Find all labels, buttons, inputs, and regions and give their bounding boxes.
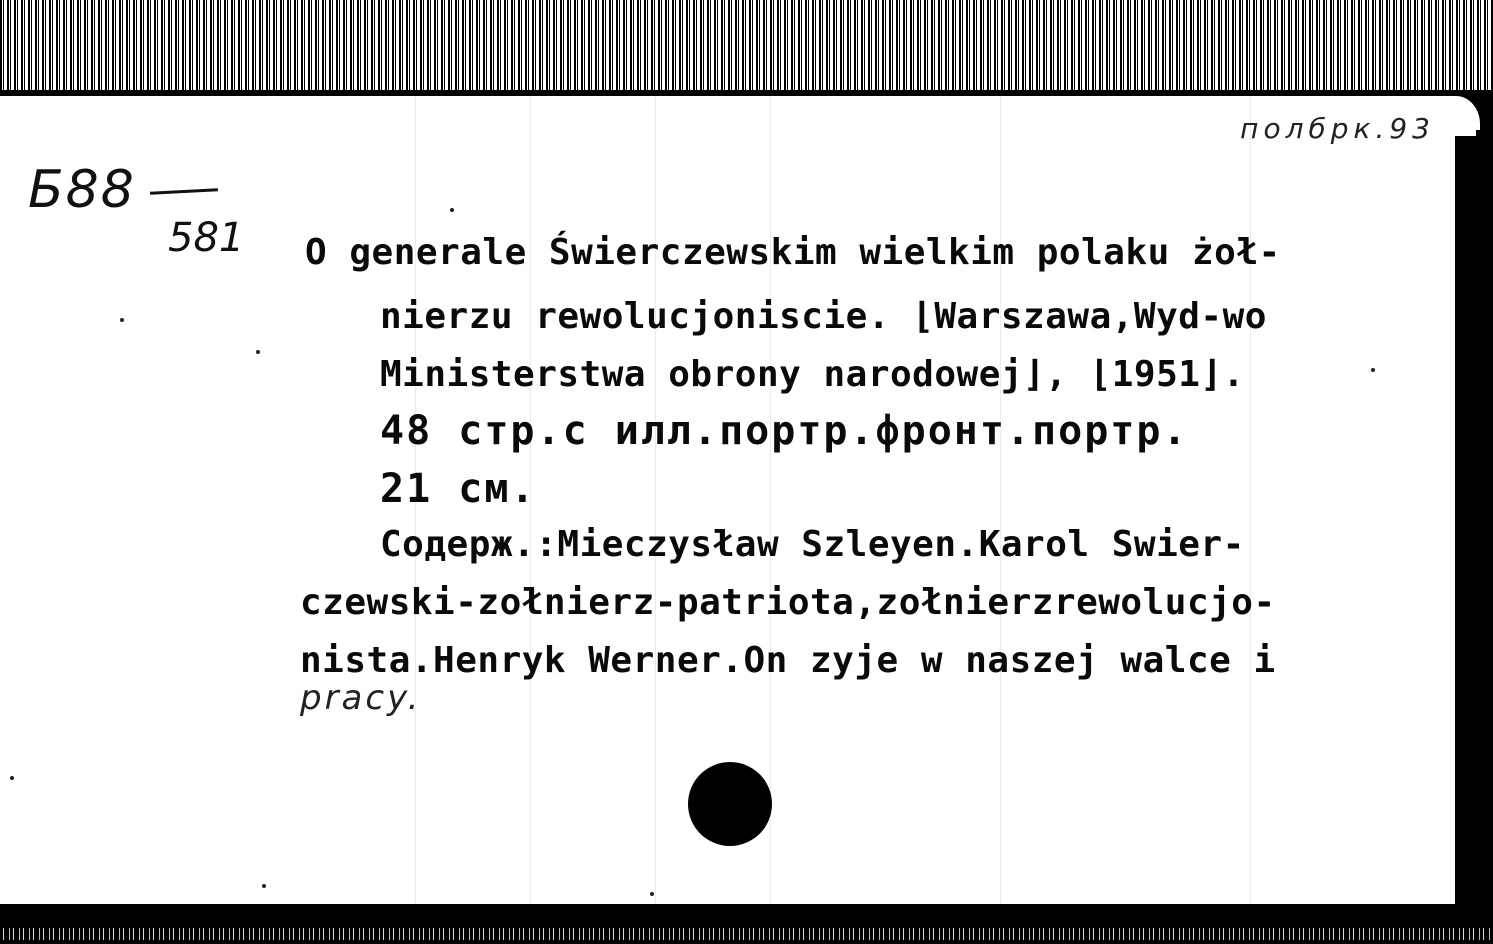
scan-speck <box>256 350 260 354</box>
corner-note: полбрк.93 <box>1240 112 1435 145</box>
card-right-edge <box>1476 130 1480 910</box>
scan-speck <box>1371 368 1375 372</box>
scan-line <box>1250 96 1251 904</box>
scan-bottom-border <box>0 904 1493 944</box>
scan-speck <box>450 208 454 212</box>
scan-speck <box>262 884 266 888</box>
scan-speck <box>120 318 124 322</box>
typed-line-contents: Содерж.:Mieczysław Szleyen.Karol Swier- <box>380 524 1245 565</box>
scan-line <box>1000 96 1001 904</box>
typed-line-pagination: 48 стр.с илл.портр.фронт.портр. <box>380 408 1189 454</box>
typed-line-contents-end: nista.Henryk Werner.On zyje w naszej walce i <box>300 640 1276 681</box>
call-number-rule <box>150 188 218 195</box>
card-punch-hole <box>688 762 772 846</box>
scan-line <box>770 96 771 904</box>
scan-speck <box>650 892 654 896</box>
scan-bottom-noise <box>0 928 1493 940</box>
typed-line-title-cont: nierzu rewolucjoniscie. ⌊Warszawa,Wyd-wo <box>380 296 1267 337</box>
call-number-bottom: 581 <box>168 215 245 261</box>
typed-line-title: O generale Świerczewskim wielkim polaku żoł- <box>305 232 1281 273</box>
typed-line-contents-cont: czewski-zołnierz-patriota,zołnierzrewolucjo- <box>300 582 1276 623</box>
typed-line-publisher: Ministerstwa obrony narodowej⌋, ⌊1951⌋. <box>380 354 1245 395</box>
handwritten-ending: pracy. <box>300 678 422 718</box>
card-right-shadow <box>1455 96 1493 916</box>
scan-speck <box>10 776 14 780</box>
scan-top-border <box>0 0 1493 96</box>
scan-line <box>655 96 656 904</box>
typed-line-size: 21 см. <box>380 466 537 512</box>
call-number-top: Б88 <box>28 160 136 220</box>
